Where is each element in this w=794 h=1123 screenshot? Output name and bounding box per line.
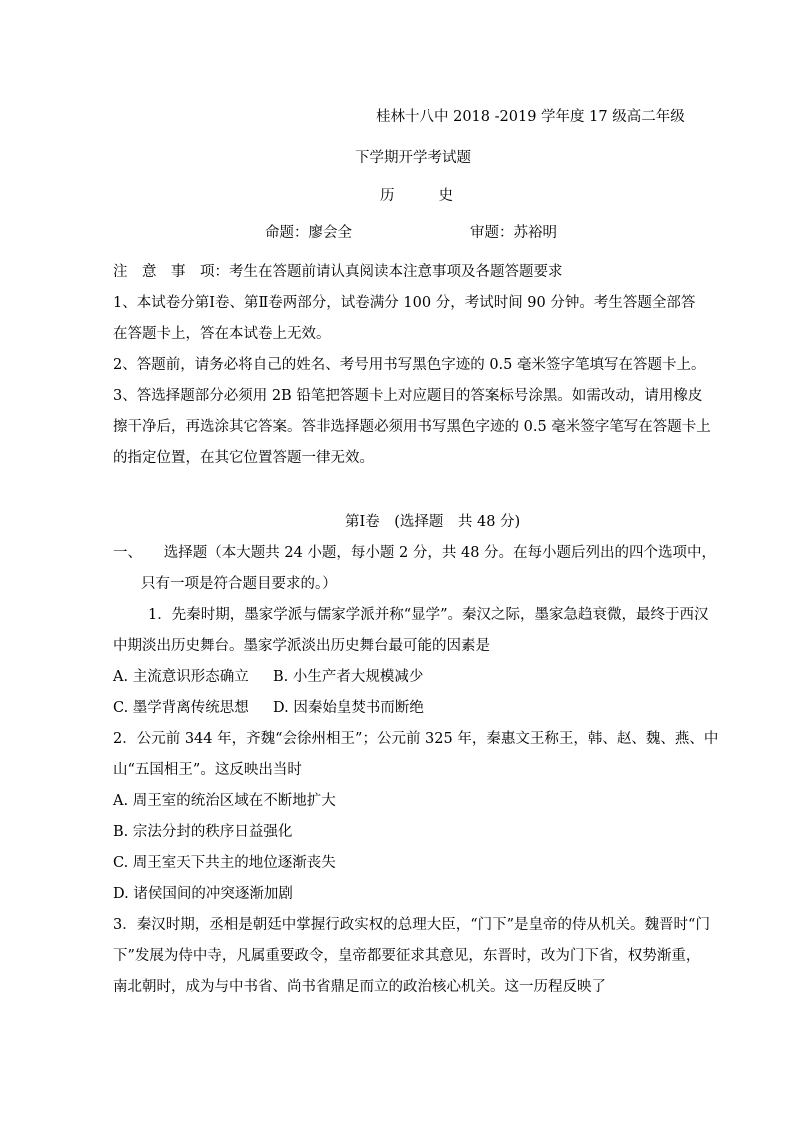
question-2-option-d: D. 诸侯国间的冲突逐渐加剧 [113,886,293,902]
section-title: 第Ⅰ卷 (选择题 共 48 分) [345,514,521,530]
author-label: 命题：廖会全 [265,225,352,241]
exam-title-line2: 下学期开学考试题 [355,150,471,166]
notice-item-1-line1: 1、本试卷分第Ⅰ卷、第Ⅱ卷两部分，试卷满分 100 分，考试时间 90 分钟。考生答题全部答 [113,295,696,311]
question-1-option-b: B. 小生产者大规模减少 [273,669,424,685]
question-3-stem-line3: 南北朝时，成为与中书省、尚书省鼎足而立的政治核心机关。这一历程反映了 [113,979,606,995]
question-2-option-b: B. 宗法分封的秩序日益强化 [113,824,293,840]
question-2-option-a: A. 周王室的统治区域在不断地扩大 [113,793,336,809]
exam-title-line1: 桂林十八中 2018 -2019 学年度 17 级高二年级 [376,109,685,125]
question-2-stem-line2: 山“五国相王”。这反映出当时 [113,762,302,778]
notice-item-3-line3: 的指定位置，在其它位置答题一律无效。 [113,450,374,466]
question-1-option-d: D. 因秦始皇焚书而断绝 [273,700,424,716]
subject-char-b: 史 [438,188,453,204]
notice-item-2: 2、答题前，请务必将自己的姓名、考号用书写黑色字迹的 0.5 毫米签字笔填写在答题卡上。 [113,357,706,373]
question-2-stem-line1: 2．公元前 344 年，齐魏“会徐州相王”；公元前 325 年，秦惠文王称王，韩、赵、魏、燕、中 [113,731,719,747]
question-1-option-a: A. 主流意识形态确立 [113,669,249,685]
notice-heading: 注 意 事 项：考生在答题前请认真阅读本注意事项及各题答题要求 [113,264,563,280]
notice-item-3-line2: 擦干净后，再选涂其它答案。答非选择题必须用书写黑色字迹的 0.5 毫米签字笔写在答题卡上 [113,419,711,435]
question-3-stem-line1: 3．秦汉时期，丞相是朝廷中掌握行政实权的总理大臣，“门下”是皇帝的侍从机关。魏晋时“门 [113,917,710,933]
question-1-options-row1 [113,667,423,687]
subject-title [380,186,453,206]
question-3-stem-line2: 下”发展为侍中寺，凡属重要政令，皇帝都要征求其意见，东晋时，改为门下省，权势渐重， [113,948,701,964]
part-heading-line2: 只有一项是符合题目要求的。） [141,576,337,592]
question-2-option-c: C. 周王室天下共主的地位逐渐丧失 [113,855,336,871]
question-1-option-c: C. 墨学背离传统思想 [113,700,249,716]
part-heading-line1: 一、 选择题（本大题共 24 小题，每小题 2 分，共 48 分。在每小题后列出的四个选项中， [113,545,717,561]
notice-item-3-line1: 3、答选择题部分必须用 2B 铅笔把答题卡上对应题目的答案标号涂黑。如需改动，请用橡皮 [113,388,703,404]
reviewer-label: 审题：苏裕明 [470,225,557,241]
question-1-stem-line2: 中期淡出历史舞台。墨家学派淡出历史舞台最可能的因素是 [113,638,490,654]
notice-item-1-line2: 在答题卡上，答在本试卷上无效。 [113,326,331,342]
subject-char-a: 历 [380,188,395,204]
question-1-options-row2 [113,698,424,718]
question-1-stem-line1: 1．先秦时期，墨家学派与儒家学派并称“显学”。秦汉之际，墨家急趋衰微，最终于西汉 [148,607,709,623]
